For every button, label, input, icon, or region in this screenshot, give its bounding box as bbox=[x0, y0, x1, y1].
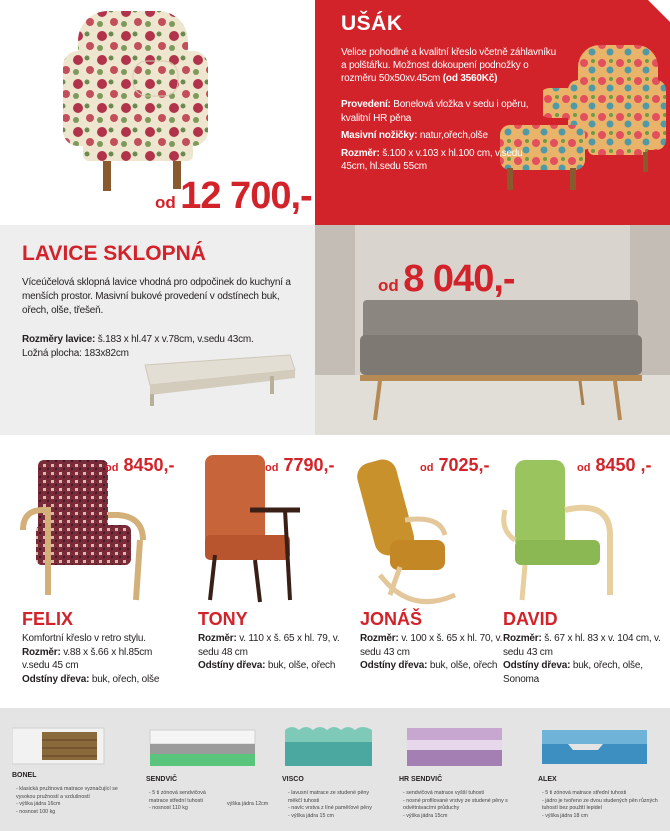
lavice-description: Víceúčelová sklopná lavice vhodná pro odpočinek do kuchyní a menších prostor. Masivní bukové provedení v odstínech buk, ořech, olše, třešeň. bbox=[22, 277, 291, 316]
jonas-description bbox=[360, 632, 510, 673]
usak-description-text: Velice pohodlné a kvalitní křeslo včetně záhlavníku a polštářku. Možnost dokoupení podnožky o rozměru 50x50xv.45cm bbox=[341, 47, 556, 84]
spec-value: š.100 x v.103 x hl.100 cm, v.sedu 45cm, hl.sedu 55cm bbox=[341, 147, 523, 172]
usak-title: UŠÁK bbox=[341, 12, 403, 35]
bonel-features bbox=[16, 786, 126, 816]
spec-line bbox=[341, 147, 541, 174]
spec-line bbox=[341, 98, 541, 125]
feature-item: - lavusní matrace ze studené pěny měkčí tuhosti bbox=[288, 790, 383, 805]
spec-label: Rozměr: bbox=[360, 633, 399, 644]
jonas-chair-image bbox=[350, 455, 470, 610]
david-chair-image bbox=[500, 455, 625, 605]
price-prefix: od bbox=[420, 462, 434, 474]
felix-name: FELIX bbox=[22, 609, 74, 629]
spec-value: š.183 x hl.47 x v.78cm, v.sedu 43cm. Ložná plocha: 183x82cm bbox=[22, 334, 254, 359]
feature-item: - 5 ti zónová matrace střední tuhosti bbox=[542, 790, 662, 798]
mattress-name-visco: VISCO bbox=[282, 776, 304, 783]
price-prefix: od bbox=[577, 462, 591, 474]
mattress-name-bonel: BONEL bbox=[12, 772, 37, 779]
price-value: 8450,- bbox=[123, 455, 175, 475]
sendvic-features bbox=[149, 790, 224, 813]
hr-sendvic-features bbox=[403, 790, 513, 820]
alex-features bbox=[542, 790, 662, 820]
feature-item: - navíc vrstva z líné paměťové pěny bbox=[288, 805, 383, 813]
sendvic-mattress-image bbox=[146, 720, 261, 772]
felix-chair-image bbox=[18, 455, 153, 605]
usak-photo-panel bbox=[0, 0, 315, 225]
spec-value: buk, olše, ořech bbox=[267, 660, 336, 671]
usak-armchair-image bbox=[48, 6, 218, 196]
price-value: 7790,- bbox=[283, 455, 335, 475]
felix-description bbox=[22, 632, 172, 686]
lavice-title: LAVICE SKLOPNÁ bbox=[22, 242, 206, 265]
spec-label: Rozměry lavice: bbox=[22, 334, 96, 345]
spec-value: buk, ořech, olše bbox=[91, 673, 160, 685]
felix-price bbox=[105, 455, 175, 476]
tony-name: TONY bbox=[198, 609, 248, 629]
lavice-price bbox=[378, 258, 515, 301]
feature-item: - výška jádra 18 cm bbox=[542, 813, 662, 821]
price-prefix: od bbox=[265, 462, 279, 474]
spec-value: Bonelová vložka v sedu i opěru, kvalitní HR pěna bbox=[341, 99, 529, 124]
david-description bbox=[503, 632, 663, 686]
feature-item: - výška jádra 15 cm bbox=[288, 813, 383, 821]
spec-label: Odstíny dřeva: bbox=[198, 660, 266, 671]
sendvic-core-height: výška jádra 12cm bbox=[227, 801, 269, 807]
lavice-photo-panel bbox=[315, 225, 670, 435]
feature-item: - výška jádra 16cm bbox=[16, 801, 126, 809]
price-value: 8 040,- bbox=[403, 258, 515, 300]
mattress-name-sendvic: SENDVIČ bbox=[146, 776, 178, 783]
mattress-name-alex: ALEX bbox=[538, 776, 557, 783]
spec-label: Odstíny dřeva: bbox=[360, 660, 428, 671]
tony-price bbox=[265, 455, 335, 476]
feature-item: - výška jádra 15cm bbox=[403, 813, 513, 821]
feature-item: - nosnost 100 kg bbox=[16, 809, 126, 817]
feature-item: - 5 ti zónová sendvičová matrace střední tuhosti bbox=[149, 790, 224, 805]
spec-label: Provedení: bbox=[341, 99, 391, 110]
spec-label: Odstíny dřeva: bbox=[503, 660, 571, 671]
spec-value: buk, olše, ořech bbox=[429, 660, 498, 671]
bench-photo bbox=[315, 225, 670, 435]
footstool-price-note: (od 3560Kč) bbox=[442, 73, 498, 84]
price-prefix: od bbox=[378, 276, 399, 295]
spec-value: v.88 x š.66 x hl.85cm v.sedu 45 cm bbox=[22, 646, 153, 671]
hr-sendvic-mattress-image bbox=[403, 722, 508, 772]
spec-label: Rozměr: bbox=[503, 633, 542, 644]
tony-description bbox=[198, 632, 348, 673]
usak-description bbox=[341, 46, 556, 85]
spec-label: Rozměr: bbox=[341, 147, 380, 159]
visco-features bbox=[288, 790, 383, 820]
mattress-name-hr-sendvic: HR SENDVIČ bbox=[399, 776, 443, 783]
spec-label: Rozměr: bbox=[198, 633, 237, 644]
jonas-name: JONÁŠ bbox=[360, 609, 423, 629]
david-name: DAVID bbox=[503, 609, 558, 629]
spec-value: natur,ořech,olše bbox=[419, 130, 488, 141]
bonel-mattress-image bbox=[12, 722, 112, 770]
price-prefix: od bbox=[155, 193, 176, 212]
feature-item: - nosnost 110 kg bbox=[149, 805, 224, 813]
lavice-dimensions bbox=[22, 333, 282, 361]
usak-specifications bbox=[341, 98, 541, 174]
price-value: 8450 ,- bbox=[595, 455, 652, 475]
price-value: 7025,- bbox=[438, 455, 490, 475]
spec-line bbox=[341, 129, 541, 143]
david-price bbox=[577, 455, 652, 476]
jonas-price bbox=[420, 455, 490, 476]
usak-price bbox=[155, 175, 312, 218]
spec-value: buk, ořech, olše, Sonoma bbox=[503, 660, 643, 685]
alex-mattress-image bbox=[538, 720, 653, 772]
spec-label: Masivní nožičky: bbox=[341, 130, 418, 141]
spec-label: Odstíny dřeva: bbox=[22, 673, 90, 685]
spec-value: v. 100 x š. 65 x hl. 70, v. sedu 43 cm bbox=[360, 633, 503, 658]
price-prefix: od bbox=[105, 462, 119, 474]
feature-item: - jádro je tvořeno ze dvou studených pěn různých tuhostí bez použití lepidel bbox=[542, 798, 662, 813]
feature-item: - klasická pružinová matrace vyznačující se vysokou pružností a vzdušností bbox=[16, 786, 126, 801]
spec-value: v. 110 x š. 65 x hl. 79, v. sedu 48 cm bbox=[198, 633, 340, 658]
product-intro: Komfortní křeslo v retro stylu. bbox=[22, 633, 146, 644]
visco-mattress-image bbox=[282, 722, 377, 772]
feature-item: - nosné profilované vrstvy ze studené pěny s odvětrávacími průduchy bbox=[403, 798, 513, 813]
feature-item: - sendvičová matrace vyšší tuhosti bbox=[403, 790, 513, 798]
spec-value: š. 67 x hl. 83 x v. 104 cm, v. sedu 43 cm bbox=[503, 633, 661, 658]
spec-label: Rozměr: bbox=[22, 646, 61, 658]
price-value: 12 700,- bbox=[180, 175, 312, 217]
